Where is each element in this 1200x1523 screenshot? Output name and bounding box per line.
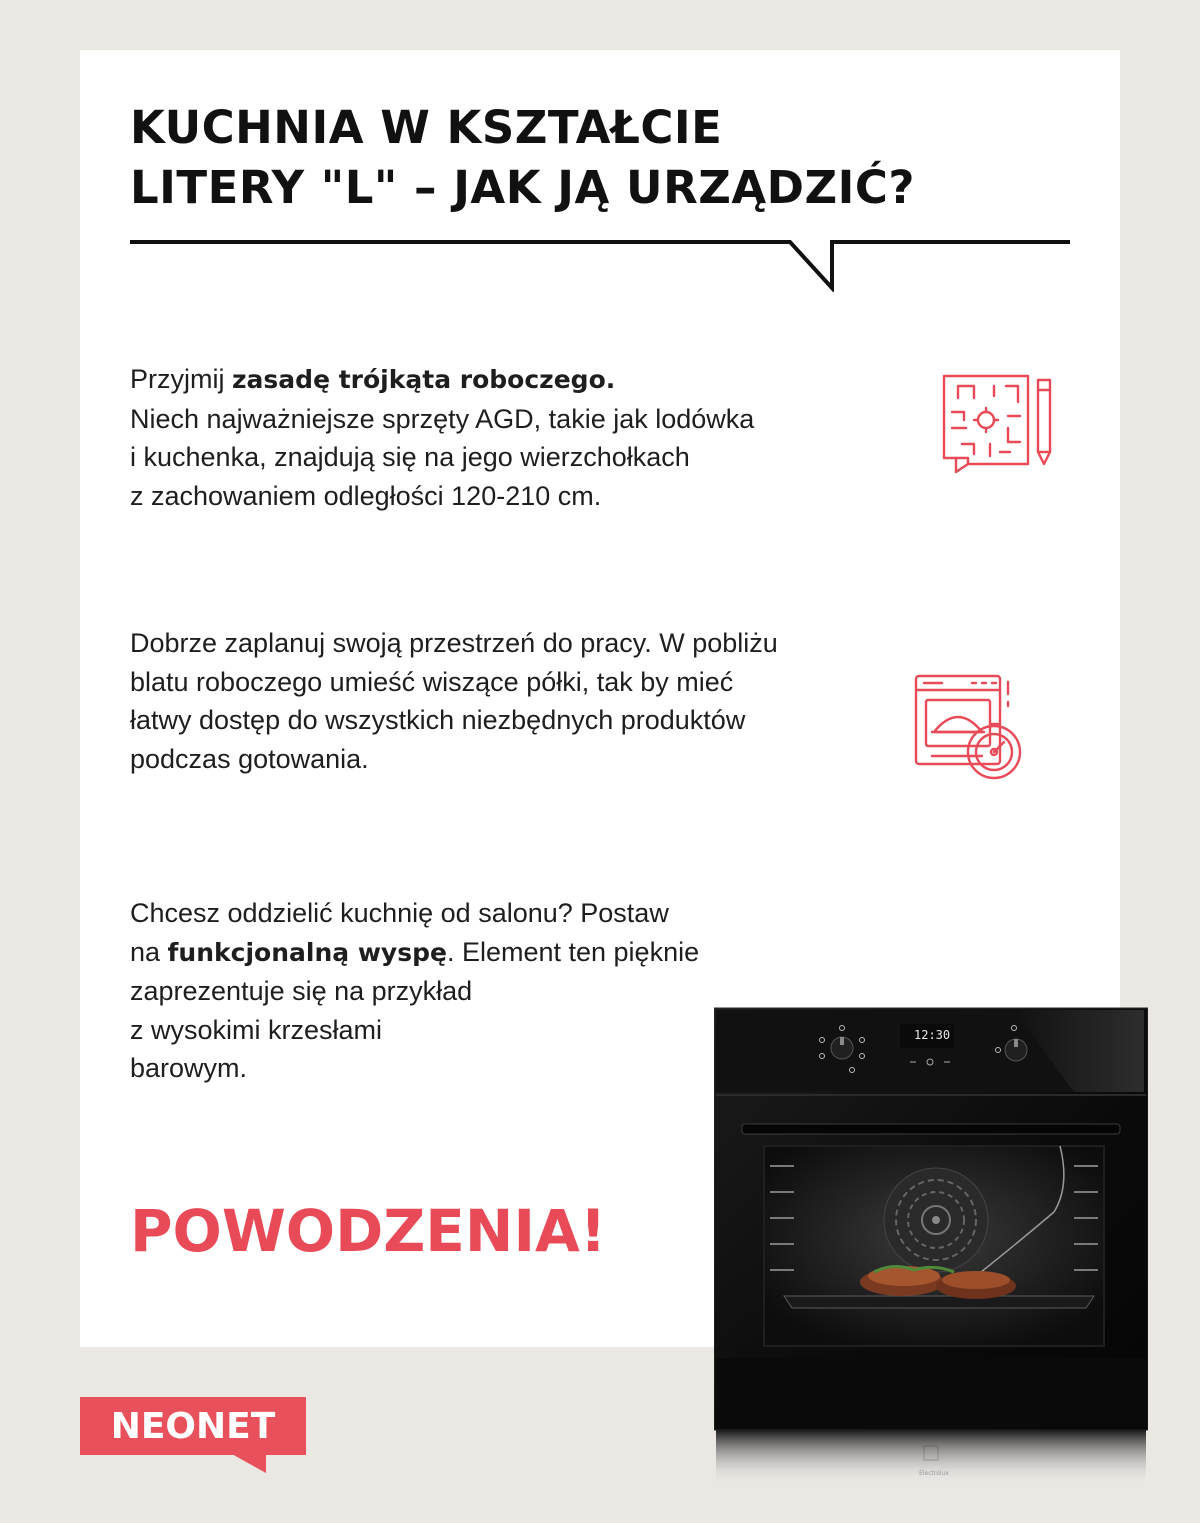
neonet-logo (80, 1397, 306, 1475)
tip-1-line: z zachowaniem odległości 120-210 cm. (130, 480, 602, 511)
tip-3-line: na funkcjonalną wyspę. Element ten pięknie (130, 936, 700, 967)
tip-1-emphasis: zasadę trójkąta roboczego. (232, 365, 616, 394)
tip-3-emphasis: funkcjonalną wyspę (167, 937, 447, 967)
tip-3-line: z wysokimi krzesłami (130, 1014, 383, 1045)
oven-clock-display: 12:30 (914, 1028, 951, 1042)
tip-3-line: barowym. (130, 1053, 248, 1083)
tip-2-line: blatu roboczego umieść wiszące półki, tak by mieć (130, 666, 734, 697)
logo-box (80, 1397, 306, 1455)
page-title-line-1: KUCHNIA W KSZTAŁCIE (130, 101, 723, 154)
kitchen-plan-icon (938, 372, 1058, 474)
tip-3-line: zaprezentuje się na przykład (130, 976, 473, 1006)
tip-2-line: Dobrze zaplanuj swoją przestrzeń do pracy. W pobliżu (130, 628, 778, 658)
tip-2-line: podczas gotowania. (130, 743, 369, 774)
oven-timer-icon (912, 672, 1030, 784)
tip-paragraph-2 (130, 624, 778, 778)
logo-speech-tail (230, 1453, 270, 1475)
tip-1-line: i kuchenka, znajdują się na jego wierzchołkach (130, 442, 690, 472)
tip-1-line: Niech najważniejsze sprzęty AGD, takie jak lodówka (130, 403, 755, 434)
tip-1-line: Przyjmij zasadę trójkąta roboczego. (130, 364, 616, 394)
tip-paragraph-3 (130, 894, 699, 1088)
oven-brand-label: Electrolux (919, 1470, 949, 1477)
tip-paragraph-1 (130, 360, 754, 515)
page-title-line-2: LITERY "L" – JAK JĄ URZĄDZIĆ? (130, 161, 916, 214)
tip-2-line: łatwy dostęp do wszystkich niezbędnych produktów (130, 705, 746, 735)
logo-text: NEONET (110, 1405, 276, 1447)
page-title (130, 98, 915, 218)
speech-bubble-underline (130, 232, 1074, 292)
tip-3-line: Chcesz oddzielić kuchnię od salonu? Postaw (130, 898, 669, 928)
oven-product-image (714, 1006, 1148, 1486)
closing-headline: POWODZENIA! (130, 1197, 607, 1265)
